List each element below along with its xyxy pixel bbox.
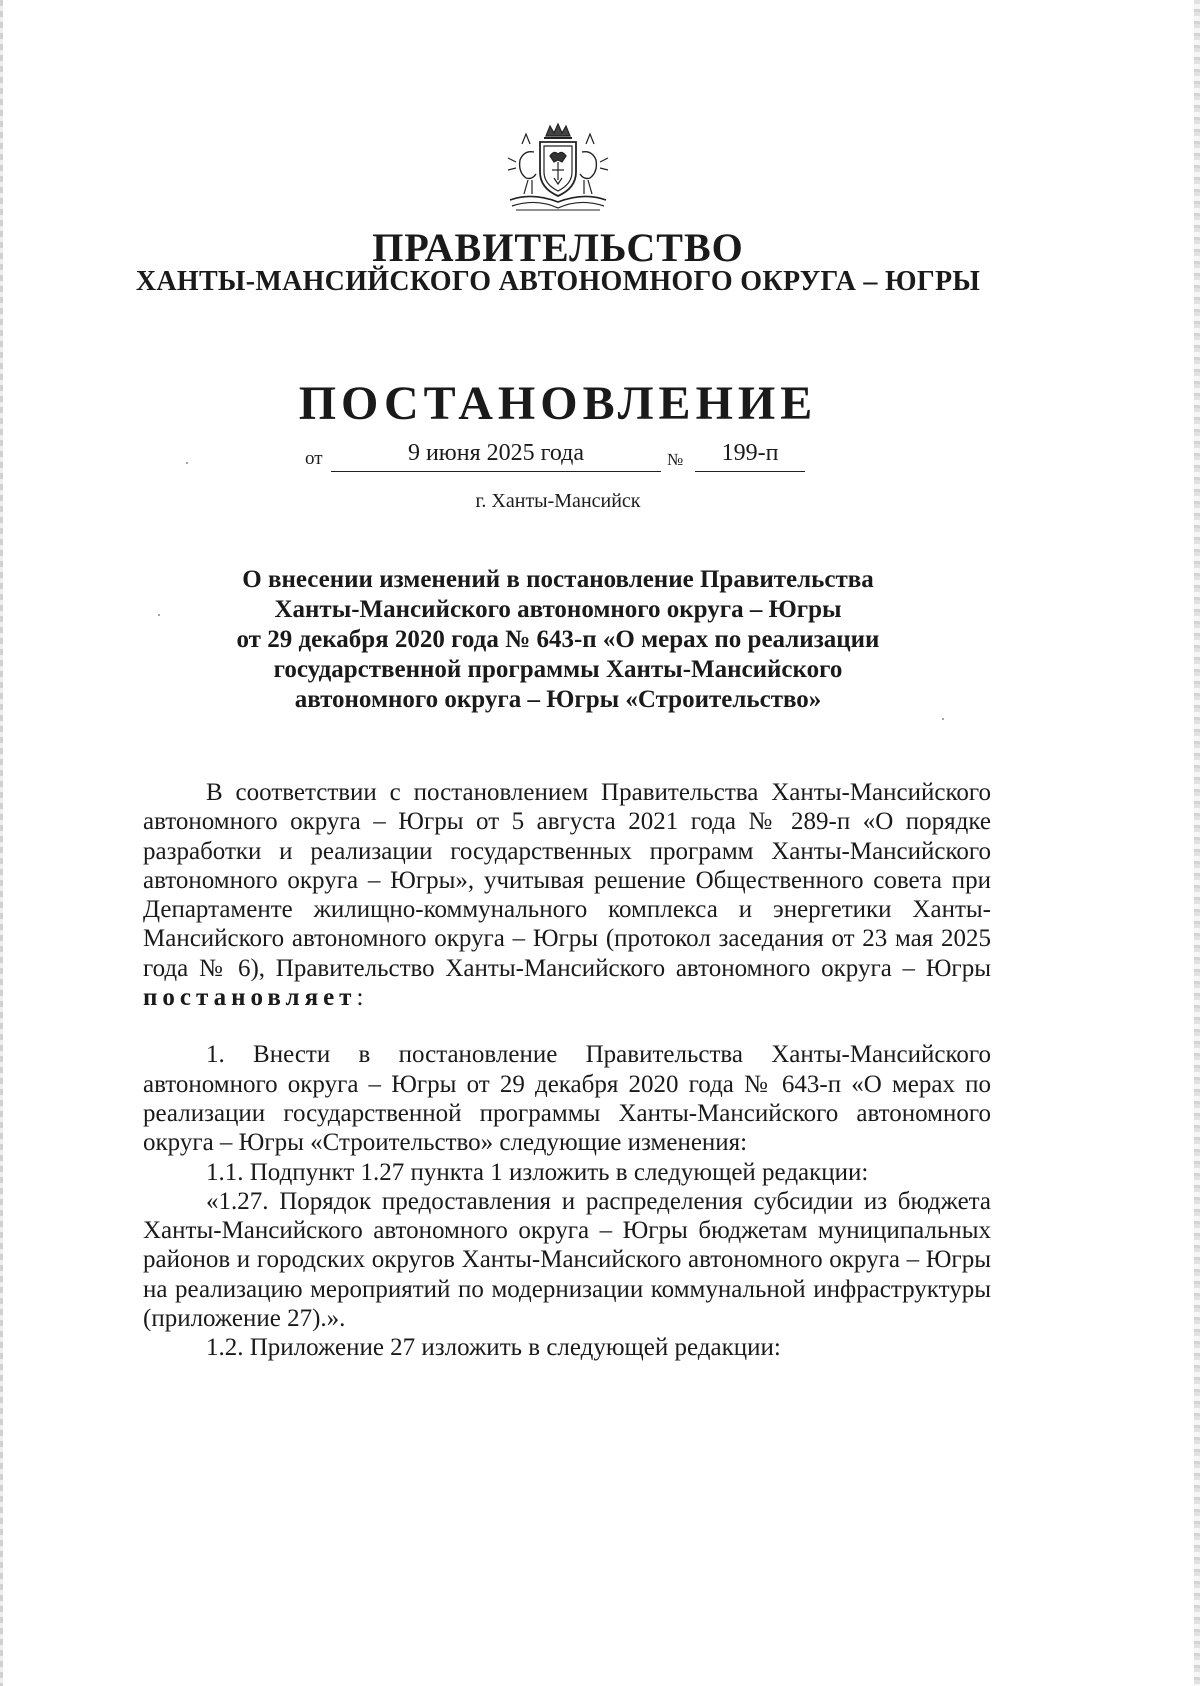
resolves-suffix: : bbox=[356, 984, 364, 1012]
item-1-1-quote-paragraph: «1.27. Порядок предоставления и распределения субсидии из бюджета Ханты-Мансийского автономного округа – Югры бюджетам муниципальных районов и городских округов Ханты-Мансийского автономного округа – Югры на реализацию мероприятий по модернизации коммунальной инфраструктуры (приложение 27).». bbox=[143, 1187, 991, 1333]
document-date: 9 июня 2025 года bbox=[331, 440, 661, 472]
item-1-paragraph: 1. Внести в постановление Правительства Ханты-Мансийского автономного округа – Югры от 29 декабря 2020 года № 643-п «О мерах по реализации государственной программы Ханты-Мансийского автономного округа – Югры «Строительство» следующие изменения: bbox=[143, 1041, 991, 1157]
item-1-1-paragraph: 1.1. Подпункт 1.27 пункта 1 изложить в следующей редакции: bbox=[206, 1158, 869, 1186]
resolves-word: постановляет bbox=[143, 984, 357, 1012]
document-body bbox=[143, 778, 991, 1363]
scan-speck bbox=[942, 718, 944, 720]
number-prefix: № bbox=[667, 450, 684, 469]
date-prefix: от bbox=[305, 448, 323, 469]
title-line: государственной программы Ханты-Мансийского bbox=[273, 656, 843, 683]
government-title: ПРАВИТЕЛЬСТВО bbox=[372, 225, 744, 270]
region-title: ХАНТЫ-МАНСИЙСКОГО АВТОНОМНОГО ОКРУГА – ЮГРЫ bbox=[135, 266, 981, 297]
scan-edge-right bbox=[1194, 0, 1200, 1686]
city: г. Ханты-Мансийск bbox=[475, 490, 641, 512]
title-line: О внесении изменений в постановление Правительства bbox=[242, 566, 874, 593]
document-title bbox=[180, 565, 936, 715]
title-line: Ханты-Мансийского автономного округа – Югры bbox=[274, 596, 842, 623]
document-type: ПОСТАНОВЛЕНИЕ bbox=[298, 377, 818, 430]
preamble-text: В соответствии с постановлением Правительства Ханты-Мансийского автономного округа – Югры от 5 августа 2021 года № 289-п «О порядке разработки и реализации государственных программ Ханты-Мансийского автономного округа – Югры», учитывая решение Общественного совета при Департаменте жилищно-коммунального комплекса и энергетики Ханты-Мансийского автономного округа – Югры (протокол заседания от 23 мая 2025 года № 6), Правительство Ханты-Мансийского автономного округа – Югры bbox=[143, 779, 991, 982]
item-1-2-paragraph: 1.2. Приложение 27 изложить в следующей редакции: bbox=[206, 1334, 781, 1362]
title-line: от 29 декабря 2020 года № 643-п «О мерах по реализации bbox=[236, 626, 880, 653]
coat-of-arms-icon bbox=[502, 122, 614, 214]
title-line: автономного округа – Югры «Строительство» bbox=[294, 686, 822, 713]
date-number-line bbox=[305, 440, 825, 480]
scan-speck bbox=[186, 462, 188, 464]
scan-speck bbox=[158, 614, 160, 616]
preamble-paragraph bbox=[143, 778, 991, 1012]
document-number: 199-п bbox=[695, 440, 805, 472]
